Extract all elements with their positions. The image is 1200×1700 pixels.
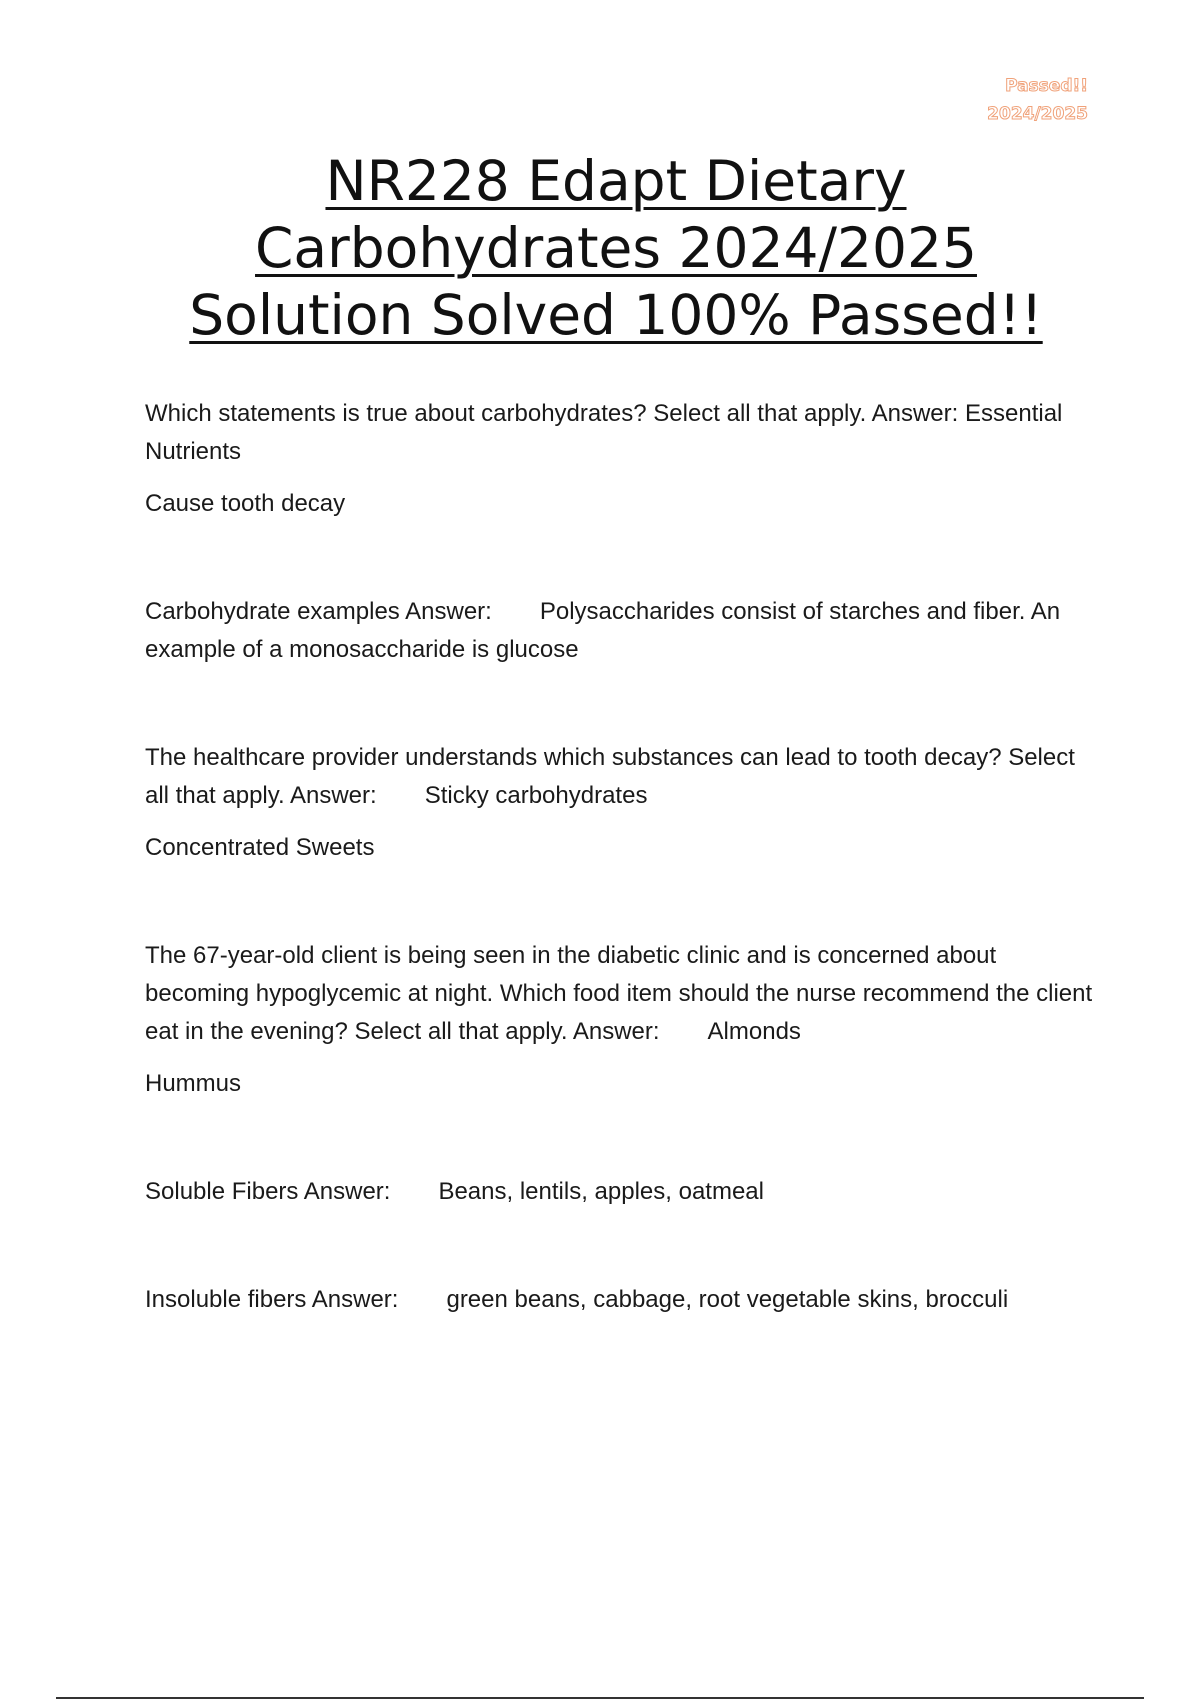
question-text: The healthcare provider understands which substances can lead to tooth decay? Select all that apply. Answer:: [145, 744, 1075, 809]
qa-item: [145, 1281, 1095, 1319]
qa-paragraph: [145, 593, 1095, 669]
answer-extra: Concentrated Sweets: [145, 834, 375, 861]
qa-item: [145, 1173, 1095, 1211]
qa-item: [145, 593, 1095, 669]
qa-paragraph: [145, 1173, 1095, 1211]
answer-text: Beans, lentils, apples, oatmeal: [438, 1178, 764, 1205]
answer-text: Sticky carbohydrates: [424, 782, 648, 809]
stamp-line-1: Passed!!: [1005, 76, 1088, 96]
qa-paragraph: [145, 1281, 1095, 1319]
question-text: Insoluble fibers Answer:: [145, 1286, 399, 1313]
answer-extra: Hummus: [145, 1070, 242, 1097]
document-title: [100, 148, 1132, 349]
qa-list: [145, 395, 1095, 1389]
qa-item: [145, 739, 1095, 867]
question-text: The 67-year-old client is being seen in the diabetic clinic and is concerned about becoming hypoglycemic at night. Which food item should the nurse recommend the client eat in the evening? Select all that apply. Answer:: [145, 942, 1093, 1045]
qa-paragraph: [145, 395, 1095, 471]
title-line-1: NR228 Edapt Dietary: [325, 149, 907, 213]
qa-paragraph: [145, 739, 1095, 815]
answer-extra: Cause tooth decay: [145, 490, 346, 517]
answer-text: Almonds: [707, 1018, 801, 1045]
title-line-3: Solution Solved 100% Passed!!: [189, 283, 1043, 347]
question-text: Carbohydrate examples Answer:: [145, 598, 492, 625]
footer-divider: [56, 1697, 1144, 1699]
answer-text: green beans, cabbage, root vegetable skins, brocculi: [446, 1286, 1009, 1313]
question-text: Soluble Fibers Answer:: [145, 1178, 391, 1205]
qa-paragraph: [145, 937, 1095, 1051]
stamp-line-2: 2024/2025: [987, 104, 1088, 124]
title-line-2: Carbohydrates 2024/2025: [255, 216, 977, 280]
qa-item: [145, 395, 1095, 523]
answer-text: Essential Nutrients: [145, 400, 1063, 465]
passed-stamp: [987, 72, 1088, 128]
answer-text: Polysaccharides consist of starches and fiber. An example of a monosaccharide is glucose: [145, 598, 1061, 663]
qa-item: [145, 937, 1095, 1103]
question-text: Which statements is true about carbohydrates? Select all that apply. Answer:: [145, 400, 959, 427]
